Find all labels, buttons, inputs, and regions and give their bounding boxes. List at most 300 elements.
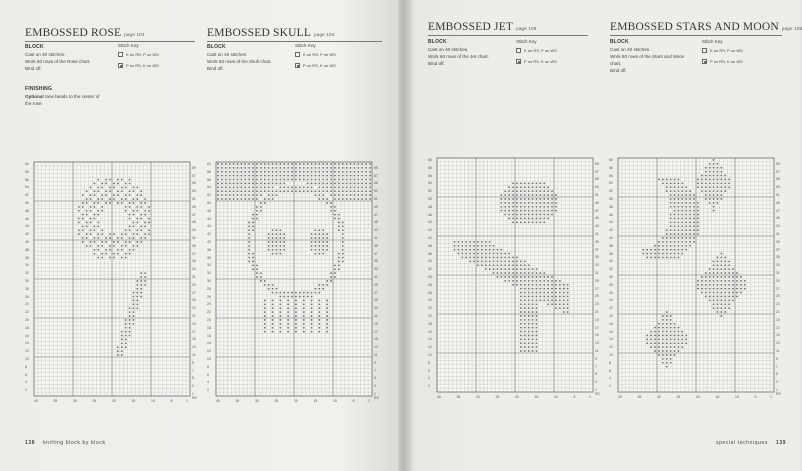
purl-stitch-dot xyxy=(129,190,131,192)
purl-stitch-dot xyxy=(365,186,367,188)
purl-stitch-dot xyxy=(136,284,138,286)
purl-stitch-dot xyxy=(268,198,270,200)
purl-stitch-dot xyxy=(543,280,545,282)
purl-stitch-dot xyxy=(539,182,541,184)
purl-stitch-dot xyxy=(532,303,534,305)
purl-stitch-dot xyxy=(493,260,495,262)
purl-stitch-dot xyxy=(528,319,530,321)
purl-stitch-dot xyxy=(318,171,320,173)
purl-stitch-dot xyxy=(666,182,668,184)
row-label: 53 xyxy=(595,185,599,190)
purl-stitch-dot xyxy=(133,190,135,192)
purl-stitch-dot xyxy=(489,260,491,262)
purl-stitch-dot xyxy=(260,202,262,204)
purl-stitch-dot xyxy=(315,171,317,173)
purl-stitch-dot xyxy=(536,186,538,188)
purl-stitch-dot xyxy=(524,327,526,329)
purl-stitch-dot xyxy=(670,358,672,360)
purl-stitch-dot xyxy=(532,198,534,200)
purl-stitch-dot xyxy=(705,284,707,286)
purl-stitch-dot xyxy=(268,167,270,169)
purl-stitch-dot xyxy=(697,186,699,188)
purl-stitch-dot xyxy=(489,241,491,243)
purl-stitch-dot xyxy=(256,272,258,274)
purl-stitch-dot xyxy=(129,327,131,329)
purl-stitch-dot xyxy=(295,307,297,309)
purl-stitch-dot xyxy=(342,175,344,177)
purl-stitch-dot xyxy=(276,253,278,255)
purl-stitch-dot xyxy=(109,186,111,188)
purl-stitch-dot xyxy=(342,233,344,235)
purl-stitch-dot xyxy=(532,194,534,196)
purl-stitch-dot xyxy=(720,311,722,313)
purl-stitch-dot xyxy=(555,210,557,212)
purl-stitch-dot xyxy=(279,237,281,239)
purl-stitch-dot xyxy=(350,175,352,177)
purl-stitch-dot xyxy=(279,307,281,309)
purl-stitch-dot xyxy=(354,198,356,200)
purl-stitch-dot xyxy=(272,171,274,173)
purl-stitch-dot xyxy=(536,319,538,321)
purl-stitch-dot xyxy=(516,284,518,286)
row-label: 40 xyxy=(428,235,432,240)
purl-stitch-dot xyxy=(728,284,730,286)
purl-stitch-dot xyxy=(283,171,285,173)
purl-stitch-dot xyxy=(315,253,317,255)
purl-stitch-dot xyxy=(724,182,726,184)
purl-stitch-dot xyxy=(532,284,534,286)
purl-stitch-dot xyxy=(221,194,223,196)
purl-stitch-dot xyxy=(666,323,668,325)
row-label: 11 xyxy=(776,349,780,354)
purl-stitch-dot xyxy=(357,179,359,181)
row-label: 52 xyxy=(25,193,29,198)
purl-stitch-dot xyxy=(94,206,96,208)
row-label: 4 xyxy=(207,380,209,385)
purl-stitch-dot xyxy=(528,327,530,329)
purl-stitch-dot xyxy=(532,342,534,344)
purl-stitch-dot xyxy=(563,296,565,298)
purl-stitch-dot xyxy=(121,245,123,247)
purl-stitch-dot xyxy=(697,179,699,181)
purl-stitch-dot xyxy=(334,264,336,266)
purl-stitch-dot xyxy=(709,284,711,286)
purl-stitch-dot xyxy=(133,300,135,302)
row-label: 33 xyxy=(192,267,196,272)
purl-stitch-dot xyxy=(512,206,514,208)
purl-stitch-dot xyxy=(520,194,522,196)
purl-stitch-dot xyxy=(520,331,522,333)
purl-stitch-dot xyxy=(520,264,522,266)
purl-stitch-dot xyxy=(539,194,541,196)
purl-stitch-dot xyxy=(508,190,510,192)
purl-stitch-dot xyxy=(272,179,274,181)
purl-stitch-dot xyxy=(713,175,715,177)
purl-stitch-dot xyxy=(473,253,475,255)
row-label: 52 xyxy=(428,189,432,194)
purl-stitch-dot xyxy=(113,233,115,235)
purl-stitch-dot xyxy=(709,268,711,270)
purl-stitch-dot xyxy=(217,175,219,177)
row-label: 44 xyxy=(25,224,29,229)
purl-stitch-dot xyxy=(97,233,99,235)
purl-stitch-dot xyxy=(646,249,648,251)
purl-stitch-dot xyxy=(326,300,328,302)
purl-stitch-dot xyxy=(330,194,332,196)
purl-stitch-dot xyxy=(551,299,553,301)
row-label: 28 xyxy=(25,286,29,291)
purl-stitch-dot xyxy=(140,190,142,192)
purl-stitch-dot xyxy=(520,276,522,278)
purl-stitch-dot xyxy=(129,315,131,317)
purl-stitch-dot xyxy=(670,346,672,348)
purl-stitch-dot xyxy=(740,280,742,282)
purl-stitch-dot xyxy=(520,307,522,309)
purl-stitch-dot xyxy=(489,245,491,247)
purl-stitch-dot xyxy=(101,194,103,196)
purl-stitch-dot xyxy=(528,198,530,200)
purl-stitch-dot xyxy=(295,296,297,298)
purl-stitch-dot xyxy=(567,288,569,290)
purl-stitch-dot xyxy=(291,175,293,177)
stitch-key-title: Stitch Key xyxy=(516,39,537,44)
purl-stitch-dot xyxy=(342,241,344,243)
purl-stitch-dot xyxy=(728,179,730,181)
purl-stitch-dot xyxy=(477,260,479,262)
purl-stitch-dot xyxy=(303,327,305,329)
purl-stitch-dot xyxy=(148,206,150,208)
purl-stitch-dot xyxy=(121,335,123,337)
purl-stitch-dot xyxy=(264,307,266,309)
purl-stitch-dot xyxy=(528,218,530,220)
purl-stitch-dot xyxy=(330,276,332,278)
block-heading: BLOCK xyxy=(428,39,447,45)
purl-stitch-dot xyxy=(670,335,672,337)
purl-stitch-dot xyxy=(709,175,711,177)
purl-stitch-dot xyxy=(354,163,356,165)
row-label: 42 xyxy=(207,232,211,237)
purl-stitch-dot xyxy=(662,358,664,360)
purl-stitch-dot xyxy=(237,186,239,188)
purl-stitch-dot xyxy=(658,253,660,255)
purl-stitch-dot xyxy=(94,214,96,216)
purl-stitch-dot xyxy=(248,257,250,259)
purl-stitch-dot xyxy=(260,175,262,177)
purl-stitch-dot xyxy=(685,221,687,223)
book-gutter xyxy=(398,0,412,471)
purl-stitch-dot xyxy=(369,186,371,188)
purl-stitch-dot xyxy=(477,249,479,251)
purl-stitch-dot xyxy=(140,288,142,290)
stitch-key-purl: P on RS, K on WS xyxy=(295,63,336,68)
purl-stitch-dot xyxy=(121,249,123,251)
row-label: 47 xyxy=(595,208,599,213)
purl-stitch-dot xyxy=(512,202,514,204)
purl-stitch-dot xyxy=(539,272,541,274)
purl-stitch-dot xyxy=(97,198,99,200)
purl-stitch-dot xyxy=(307,186,309,188)
purl-stitch-dot xyxy=(701,190,703,192)
purl-stitch-dot xyxy=(276,175,278,177)
row-label: 20 xyxy=(207,317,211,322)
row-label: 57 xyxy=(595,169,599,174)
purl-stitch-dot xyxy=(326,183,328,185)
row-label: 3 xyxy=(595,380,597,385)
purl-stitch-dot xyxy=(248,167,250,169)
purl-stitch-dot xyxy=(338,183,340,185)
purl-stitch-dot xyxy=(666,319,668,321)
purl-stitch-dot xyxy=(670,249,672,251)
purl-stitch-dot xyxy=(311,323,313,325)
purl-stitch-dot xyxy=(279,179,281,181)
purl-stitch-dot xyxy=(705,272,707,274)
purl-stitch-dot xyxy=(342,222,344,224)
purl-stitch-dot xyxy=(536,210,538,212)
purl-stitch-dot xyxy=(303,315,305,317)
purl-stitch-dot xyxy=(654,327,656,329)
row-label: 27 xyxy=(192,290,196,295)
row-label: 46 xyxy=(25,216,29,221)
purl-stitch-dot xyxy=(717,190,719,192)
purl-stitch-dot xyxy=(493,257,495,259)
purl-stitch-dot xyxy=(720,264,722,266)
purl-stitch-dot xyxy=(536,198,538,200)
purl-stitch-dot xyxy=(528,288,530,290)
purl-stitch-dot xyxy=(311,237,313,239)
row-label: 43 xyxy=(192,228,196,233)
purl-stitch-dot xyxy=(693,233,695,235)
purl-stitch-dot xyxy=(555,202,557,204)
purl-stitch-dot xyxy=(299,175,301,177)
purl-stitch-dot xyxy=(86,245,88,247)
purl-stitch-dot xyxy=(354,175,356,177)
purl-stitch-dot xyxy=(283,296,285,298)
purl-stitch-dot xyxy=(674,342,676,344)
row-label: 56 xyxy=(207,177,211,182)
purl-stitch-dot xyxy=(140,292,142,294)
purl-stitch-dot xyxy=(493,253,495,255)
purl-stitch-dot xyxy=(334,186,336,188)
row-label: 38 xyxy=(207,247,211,252)
purl-stitch-dot xyxy=(512,210,514,212)
instruction-line: chart. xyxy=(610,61,622,66)
purl-stitch-dot xyxy=(369,163,371,165)
purl-stitch-dot xyxy=(678,221,680,223)
purl-stitch-dot xyxy=(279,233,281,235)
purl-stitch-dot xyxy=(140,206,142,208)
purl-stitch-dot xyxy=(113,241,115,243)
purl-stitch-dot xyxy=(334,210,336,212)
purl-stitch-dot xyxy=(678,210,680,212)
column-label: 35 xyxy=(456,395,461,399)
purl-stitch-dot xyxy=(674,229,676,231)
purl-stitch-dot xyxy=(291,292,293,294)
purl-stitch-dot xyxy=(465,249,467,251)
row-label: 40 xyxy=(25,239,29,244)
purl-stitch-dot xyxy=(129,183,131,185)
purl-stitch-dot xyxy=(287,190,289,192)
column-label: 5 xyxy=(170,399,173,403)
purl-stitch-dot xyxy=(670,206,672,208)
purl-stitch-dot xyxy=(465,245,467,247)
purl-stitch-dot xyxy=(666,241,668,243)
row-label: 29 xyxy=(776,278,780,283)
instruction-line: Cast on 40 stitches. xyxy=(25,52,66,57)
row-label: 25 xyxy=(776,294,780,299)
purl-stitch-dot xyxy=(217,186,219,188)
purl-stitch-dot xyxy=(357,167,359,169)
purl-stitch-dot xyxy=(685,245,687,247)
purl-stitch-dot xyxy=(520,206,522,208)
purl-stitch-dot xyxy=(543,292,545,294)
purl-stitch-dot xyxy=(520,182,522,184)
purl-stitch-dot xyxy=(685,198,687,200)
purl-stitch-dot xyxy=(311,167,313,169)
purl-stitch-dot xyxy=(512,198,514,200)
row-label: 27 xyxy=(595,286,599,291)
purl-stitch-dot xyxy=(233,186,235,188)
purl-stitch-dot xyxy=(252,218,254,220)
purl-stitch-dot xyxy=(82,218,84,220)
stitch-key-title: Stitch Key xyxy=(295,43,316,48)
purl-stitch-dot xyxy=(334,218,336,220)
purl-stitch-dot xyxy=(709,167,711,169)
purl-stitch-dot xyxy=(90,198,92,200)
purl-stitch-dot xyxy=(129,311,131,313)
purl-stitch-dot xyxy=(697,221,699,223)
purl-stitch-dot xyxy=(326,307,328,309)
purl-stitch-dot xyxy=(520,218,522,220)
purl-stitch-dot xyxy=(685,342,687,344)
purl-stitch-dot xyxy=(528,284,530,286)
purl-stitch-dot xyxy=(532,299,534,301)
purl-stitch-dot xyxy=(551,292,553,294)
purl-stitch-dot xyxy=(109,249,111,251)
purl-stitch-dot xyxy=(303,319,305,321)
purl-stitch-dot xyxy=(493,249,495,251)
purl-stitch-dot xyxy=(685,229,687,231)
purl-stitch-dot xyxy=(543,288,545,290)
row-label: 22 xyxy=(428,306,432,311)
purl-stitch-dot xyxy=(318,292,320,294)
purl-stitch-dot xyxy=(315,190,317,192)
column-label: 25 xyxy=(676,395,681,399)
purl-stitch-dot xyxy=(524,280,526,282)
knitting-grid xyxy=(437,158,593,392)
purl-stitch-dot xyxy=(709,299,711,301)
purl-stitch-dot xyxy=(516,264,518,266)
purl-stitch-dot xyxy=(334,171,336,173)
row-label: 9 xyxy=(374,360,376,365)
purl-stitch-dot xyxy=(225,190,227,192)
purl-stitch-dot xyxy=(689,241,691,243)
purl-stitch-dot xyxy=(709,272,711,274)
purl-stitch-dot xyxy=(543,210,545,212)
purl-stitch-dot xyxy=(709,276,711,278)
instruction-line: Work 60 rows of the Stars and Moon xyxy=(610,54,685,59)
purl-stitch-dot xyxy=(113,186,115,188)
purl-stitch-dot xyxy=(678,218,680,220)
purl-stitch-dot xyxy=(94,249,96,251)
purl-stitch-dot xyxy=(129,323,131,325)
purl-stitch-dot xyxy=(713,171,715,173)
purl-stitch-dot xyxy=(248,245,250,247)
purl-stitch-dot xyxy=(713,190,715,192)
purl-stitch-dot xyxy=(670,179,672,181)
purl-stitch-dot xyxy=(233,163,235,165)
purl-stitch-dot xyxy=(346,167,348,169)
purl-stitch-dot xyxy=(295,303,297,305)
purl-stitch-dot xyxy=(272,253,274,255)
purl-stitch-dot xyxy=(504,280,506,282)
purl-stitch-dot xyxy=(136,296,138,298)
purl-stitch-dot xyxy=(662,179,664,181)
purl-stitch-dot xyxy=(481,257,483,259)
column-label: 35 xyxy=(637,395,642,399)
purl-stitch-dot xyxy=(287,303,289,305)
row-label: 42 xyxy=(609,228,613,233)
row-label: 19 xyxy=(595,317,599,322)
purl-stitch-dot xyxy=(136,218,138,220)
purl-stitch-dot xyxy=(86,202,88,204)
purl-stitch-dot xyxy=(539,218,541,220)
purl-stitch-dot xyxy=(532,218,534,220)
purl-stitch-dot xyxy=(481,260,483,262)
purl-stitch-dot xyxy=(311,249,313,251)
purl-stitch-dot xyxy=(508,268,510,270)
purl-stitch-dot xyxy=(709,202,711,204)
purl-stitch-dot xyxy=(229,183,231,185)
blank-square-icon xyxy=(702,48,707,53)
purl-stitch-dot xyxy=(326,241,328,243)
purl-stitch-dot xyxy=(713,284,715,286)
purl-stitch-dot xyxy=(500,257,502,259)
purl-stitch-dot xyxy=(500,260,502,262)
purl-stitch-dot xyxy=(136,198,138,200)
block-heading: BLOCK xyxy=(25,44,44,50)
purl-stitch-dot xyxy=(713,206,715,208)
row-label: 15 xyxy=(595,333,599,338)
purl-stitch-dot xyxy=(504,202,506,204)
purl-stitch-dot xyxy=(689,221,691,223)
purl-stitch-dot xyxy=(532,315,534,317)
row-label: 59 xyxy=(374,165,378,170)
purl-stitch-dot xyxy=(740,276,742,278)
purl-stitch-dot xyxy=(547,218,549,220)
purl-stitch-dot xyxy=(524,335,526,337)
purl-stitch-dot xyxy=(520,190,522,192)
purl-stitch-dot xyxy=(318,198,320,200)
row-label: 48 xyxy=(25,208,29,213)
purl-stitch-dot xyxy=(662,319,664,321)
purl-stitch-dot xyxy=(532,327,534,329)
purl-stitch-dot xyxy=(678,245,680,247)
purl-stitch-dot xyxy=(244,163,246,165)
purl-stitch-dot xyxy=(658,342,660,344)
purl-stitch-dot xyxy=(346,194,348,196)
purl-stitch-dot xyxy=(709,163,711,165)
purl-stitch-dot xyxy=(732,292,734,294)
purl-stitch-dot xyxy=(113,194,115,196)
purl-stitch-dot xyxy=(528,276,530,278)
purl-stitch-dot xyxy=(101,253,103,255)
purl-stitch-dot xyxy=(272,186,274,188)
purl-stitch-dot xyxy=(508,218,510,220)
purl-stitch-dot xyxy=(315,179,317,181)
purl-stitch-dot xyxy=(225,186,227,188)
purl-stitch-dot xyxy=(225,167,227,169)
purl-stitch-dot xyxy=(330,272,332,274)
